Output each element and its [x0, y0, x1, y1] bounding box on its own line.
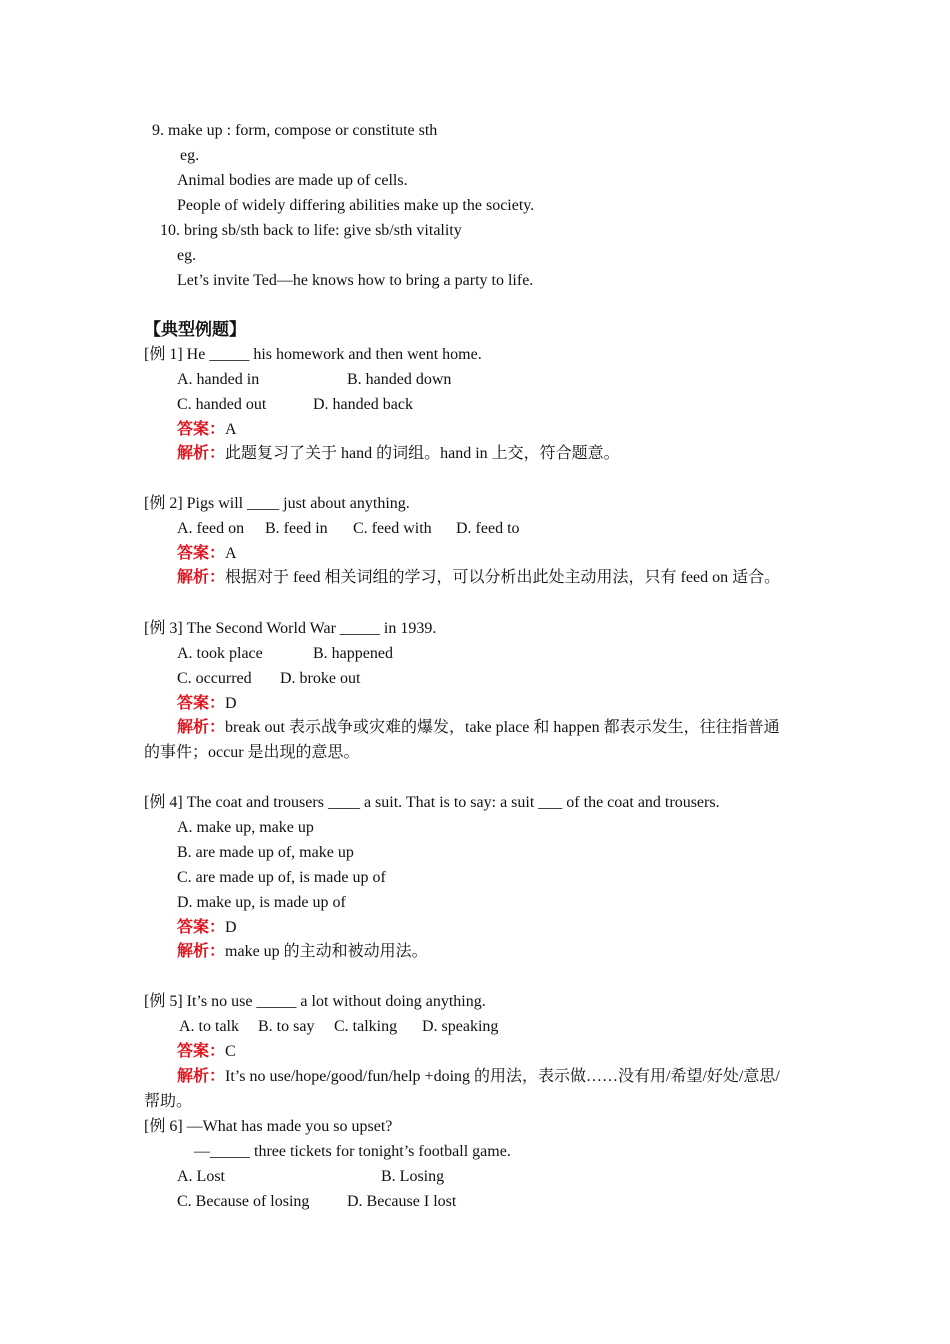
- ex5-answer: [177, 1041, 236, 1063]
- ex4-answer-value: D: [225, 919, 237, 936]
- vocab-9-eg: eg.: [180, 147, 200, 164]
- ex2-option-a: A. feed on: [177, 520, 245, 537]
- ex5-analysis: [177, 1066, 780, 1088]
- ex3-analysis: [177, 717, 780, 739]
- ex1-analysis: [177, 443, 620, 465]
- ex2-answer-value: A: [225, 545, 237, 562]
- ex4-analysis-text: make up 的主动和被动用法。: [225, 943, 428, 960]
- ex1-option-a: A. handed in: [177, 371, 260, 388]
- vocab-9-heading: 9. make up : form, compose or constitute sth: [152, 122, 438, 139]
- ex6-option-d: D. Because I lost: [347, 1193, 457, 1210]
- section-heading: 【典型例题】: [144, 320, 246, 339]
- ex5-option-a: A. to talk: [179, 1018, 239, 1035]
- ex2-option-c: C. feed with: [353, 520, 432, 537]
- ex1-answer-value: A: [225, 421, 237, 438]
- ex3-option-c: C. occurred: [177, 670, 252, 687]
- ex3-analysis-text-2: 的事件；occur 是出现的意思。: [144, 744, 360, 761]
- ex5-question: [例 5] It’s no use _____ a lot without doing anything.: [144, 993, 486, 1010]
- ex4-option-d: D. make up, is made up of: [177, 894, 346, 911]
- ex1-answer: [177, 419, 237, 441]
- ex4-analysis: [177, 941, 428, 963]
- ex4-option-b: B. are made up of, make up: [177, 844, 354, 861]
- ex5-option-c: C. talking: [334, 1018, 398, 1035]
- ex3-option-b: B. happened: [313, 645, 393, 662]
- ex2-analysis-text: 根据对于 feed 相关词组的学习，可以分析出此处主动用法，只有 feed on 适合。: [225, 569, 781, 586]
- ex2-answer: [177, 543, 237, 565]
- ex1-analysis-text: 此题复习了关于 hand 的词组。hand in 上交，符合题意。: [225, 445, 620, 462]
- answer-label: 答案：: [177, 695, 226, 712]
- ex6-option-a: A. Lost: [177, 1168, 225, 1185]
- vocab-10-example-1: Let’s invite Ted—he knows how to bring a party to life.: [177, 272, 534, 289]
- ex5-option-d: D. speaking: [422, 1018, 499, 1035]
- ex6-question-reply: —_____ three tickets for tonight’s football game.: [194, 1143, 511, 1160]
- ex6-option-c: C. Because of losing: [177, 1193, 310, 1210]
- ex2-option-b: B. feed in: [265, 520, 328, 537]
- answer-label: 答案：: [177, 421, 226, 438]
- ex4-option-c: C. are made up of, is made up of: [177, 869, 386, 886]
- analysis-label: 解析：: [177, 943, 226, 960]
- analysis-label: 解析：: [177, 569, 226, 586]
- ex5-analysis-text-1: It’s no use/hope/good/fun/help +doing 的用法，表示做……没有用/希望/好处/意思/: [225, 1068, 780, 1085]
- vocab-10-eg: eg.: [177, 247, 197, 264]
- vocab-9-example-1: Animal bodies are made up of cells.: [177, 172, 408, 189]
- ex1-option-d: D. handed back: [313, 396, 413, 413]
- ex1-option-b: B. handed down: [347, 371, 452, 388]
- ex4-question: [例 4] The coat and trousers ____ a suit. That is to say: a suit ___ of the coat and trousers.: [144, 794, 720, 811]
- ex3-option-d: D. broke out: [280, 670, 361, 687]
- ex3-answer: [177, 693, 237, 715]
- ex6-option-b: B. Losing: [381, 1168, 445, 1185]
- answer-label: 答案：: [177, 919, 226, 936]
- ex3-question: [例 3] The Second World War _____ in 1939.: [144, 620, 437, 637]
- answer-label: 答案：: [177, 1043, 226, 1060]
- ex4-option-a: A. make up, make up: [177, 819, 314, 836]
- ex1-question: [例 1] He _____ his homework and then went home.: [144, 346, 482, 363]
- ex5-analysis-text-2: 帮助。: [144, 1093, 193, 1110]
- ex2-analysis: [177, 567, 780, 589]
- ex1-option-c: C. handed out: [177, 396, 267, 413]
- vocab-10-heading: 10. bring sb/sth back to life: give sb/sth vitality: [160, 222, 462, 239]
- ex3-analysis-text-1: break out 表示战争或灾难的爆发，take place 和 happen 都表示发生，往往指普通: [225, 719, 780, 736]
- analysis-label: 解析：: [177, 719, 226, 736]
- ex5-answer-value: C: [225, 1043, 236, 1060]
- ex2-question: [例 2] Pigs will ____ just about anything.: [144, 495, 410, 512]
- analysis-label: 解析：: [177, 445, 226, 462]
- answer-label: 答案：: [177, 545, 226, 562]
- ex3-option-a: A. took place: [177, 645, 263, 662]
- ex3-answer-value: D: [225, 695, 237, 712]
- ex5-option-b: B. to say: [258, 1018, 315, 1035]
- ex2-option-d: D. feed to: [456, 520, 520, 537]
- ex4-answer: [177, 917, 237, 939]
- ex6-question: [例 6] —What has made you so upset?: [144, 1118, 393, 1135]
- vocab-9-example-2: People of widely differing abilities make up the society.: [177, 197, 535, 214]
- analysis-label: 解析：: [177, 1068, 226, 1085]
